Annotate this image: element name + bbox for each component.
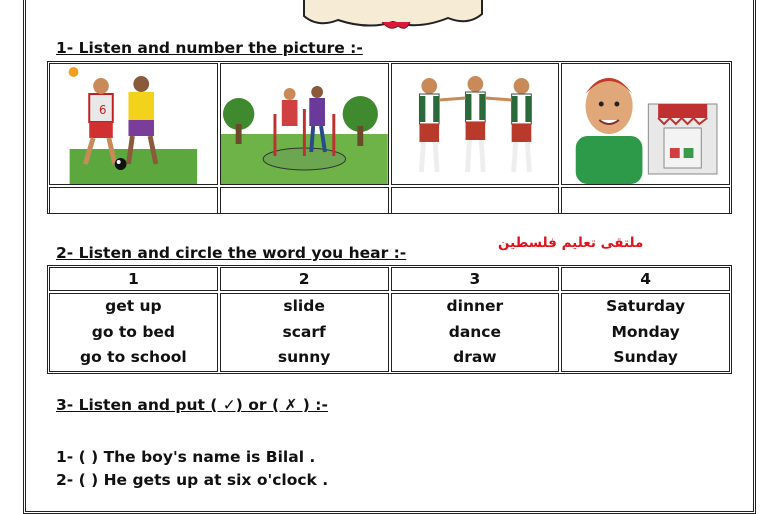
word-option[interactable]: go to bed: [91, 322, 176, 341]
word-option[interactable]: go to school: [80, 348, 187, 366]
answer-box-3[interactable]: [391, 187, 560, 214]
word-column: [49, 293, 218, 372]
answer-box-2[interactable]: [220, 187, 389, 214]
dancers-picture: [391, 63, 560, 185]
word-option[interactable]: Monday: [611, 322, 680, 341]
boy-and-shop-picture: [561, 63, 730, 185]
arabic-watermark: ملتقى تعليم فلسطين: [498, 235, 644, 251]
word-option[interactable]: scarf: [282, 322, 326, 341]
word-option[interactable]: Saturday: [606, 297, 686, 315]
column-number: 2: [220, 267, 389, 291]
section2-heading: 2- Listen and circle the word you hear :-: [56, 244, 407, 262]
column-number: 3: [391, 267, 560, 291]
section1-heading: 1- Listen and number the picture :-: [56, 39, 363, 57]
word-column: [561, 293, 730, 372]
column-number: 4: [561, 267, 730, 291]
soccer-players-picture: [49, 63, 218, 185]
word-option[interactable]: get up: [105, 297, 162, 315]
word-column: [391, 293, 560, 372]
unit-banner: [298, 0, 488, 32]
word-option[interactable]: slide: [283, 297, 325, 315]
section3-heading: 3- Listen and put ( ✓) or ( ✗ ) :-: [56, 396, 328, 414]
statement-1[interactable]: 1- ( ) The boy's name is Bilal .: [56, 448, 316, 466]
answer-box-1[interactable]: [49, 187, 218, 214]
merry-go-round-picture: [220, 63, 389, 185]
picture-table: [47, 61, 732, 214]
statement-2[interactable]: 2- ( ) He gets up at six o'clock .: [56, 471, 329, 489]
word-option[interactable]: sunny: [277, 348, 331, 366]
word-option[interactable]: dinner: [446, 297, 504, 315]
word-option[interactable]: Sunday: [613, 348, 678, 366]
word-column: [220, 293, 389, 372]
unit-title: [298, 0, 488, 1]
word-option[interactable]: dance: [448, 322, 502, 341]
answer-box-4[interactable]: [561, 187, 730, 214]
svg-text:6: 6: [99, 102, 107, 118]
scroll-banner-icon: [298, 0, 488, 32]
column-number: 1: [49, 267, 218, 291]
word-table: [47, 265, 732, 374]
word-option[interactable]: draw: [453, 348, 497, 366]
